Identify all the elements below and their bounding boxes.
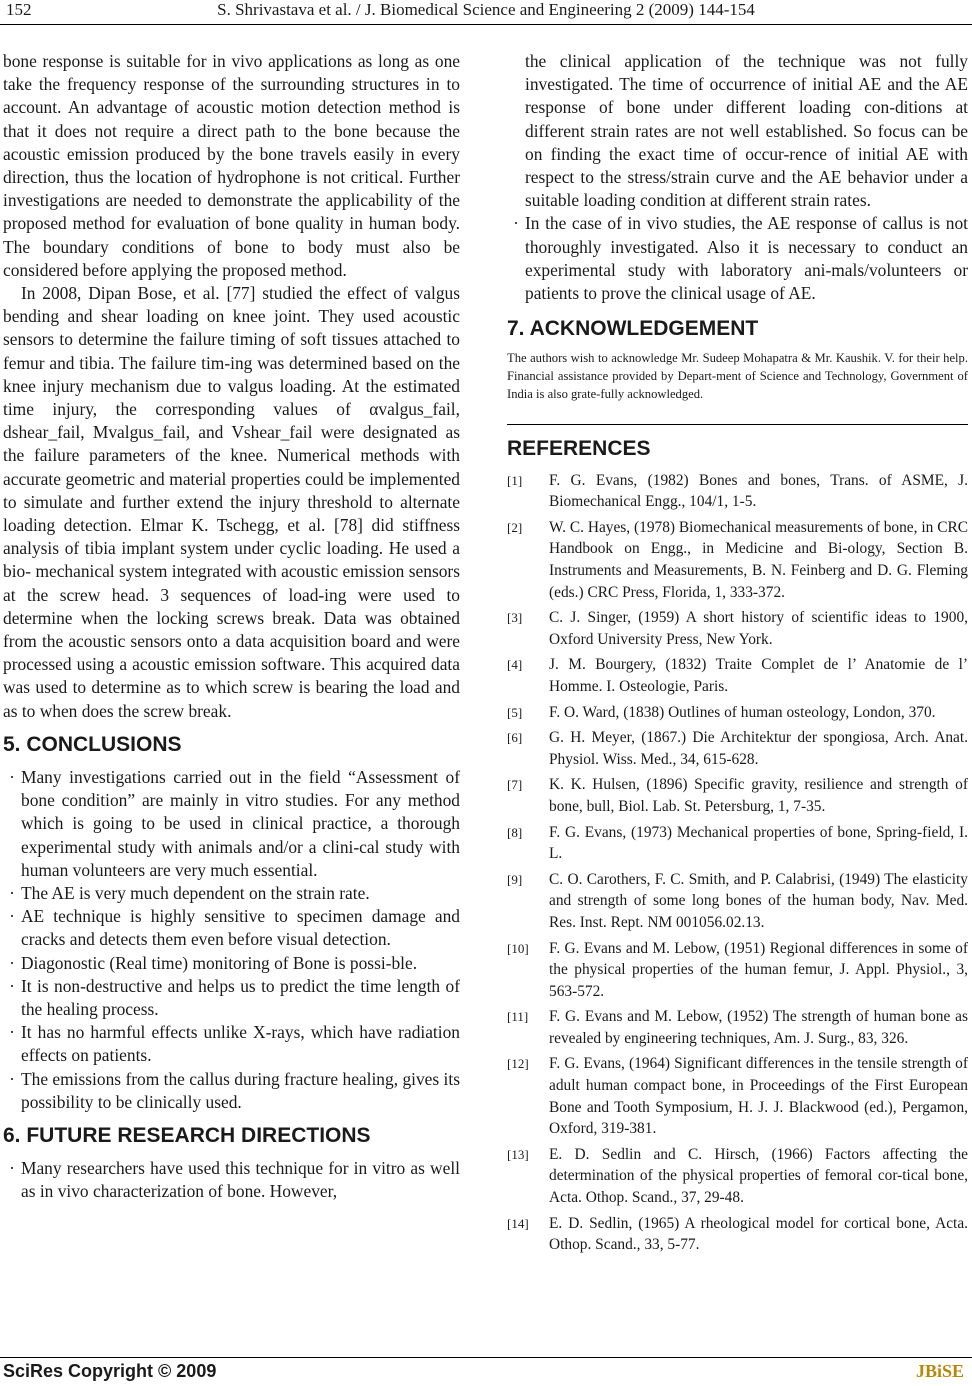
conclusions-list <box>3 766 460 1114</box>
page-number: 152 <box>6 0 32 19</box>
list-item-text: It is non-destructive and helps us to predict the time length of the healing process. <box>21 975 460 1019</box>
reference-number: [10] <box>507 940 529 956</box>
reference-item <box>507 702 968 724</box>
bullet-icon: · <box>9 1157 15 1178</box>
reference-list <box>507 470 968 1256</box>
divider <box>507 424 968 425</box>
right-column <box>507 50 968 1260</box>
future-directions-continued: the clinical application of the technique was not fully investigated. The time of occurrence of initial AE and the AE response of bone under different loading con-ditions at different strain rates are not well established. So focus can be on finding the exact time of occur-rence of initial AE with respect to the stress/strain curve and the AE behavior under a suitable loading condition at different strain rates. <box>525 51 968 211</box>
bullet-icon: · <box>9 882 15 903</box>
list-item-text: The emissions from the callus during fracture healing, gives its possibility to be clinically used. <box>21 1068 460 1112</box>
reference-text: J. M. Bourgery, (1832) Traite Complet de l’ Anatomie de l’ Homme. I. Osteologie, Paris. <box>549 656 968 695</box>
section-6-heading: 6. FUTURE RESEARCH DIRECTIONS <box>3 1123 371 1147</box>
left-column <box>3 50 460 1203</box>
bullet-icon: · <box>9 766 15 787</box>
reference-number: [5] <box>507 704 523 720</box>
running-header <box>0 0 972 25</box>
reference-item <box>507 774 968 817</box>
bullet-icon: · <box>9 1068 15 1089</box>
paragraph-2: In 2008, Dipan Bose, et al. [77] studied the effect of valgus bending and shear loading on knee joint. They used acoustic sensors to determine the failure timing of soft tissues attached to femur and tibia. The failure tim-ing was determined based on the knee injury mechanism due to valgus loading. At the estimated time injury, the corresponding values of αvalgus_fail, dshear_fail, Mvalgus_fail, and Vshear_fail were designated as the failure parameters of the knee. Numerical methods with accurate geometric and material properties could be implemented to simulate and further extend the injury threshold to alternate loading detection. Elmar K. Tschegg, et al. [78] did stiffness analysis of tibia implant system under cyclic loading. He used a bio- mechanical system integrated with acoustic emission sensors at the screw head. 3 sequences of load-ing were used to determine when the locking screws break. Data was obtained from the acoustic sensors onto a data acquisition board and were processed using a acoustic emission software. This acquired data was used to determine as to which screw is bearing the load and as to when does the screw break. <box>3 283 460 721</box>
reference-item <box>507 1053 968 1139</box>
reference-item <box>507 1144 968 1209</box>
list-item <box>3 952 460 975</box>
list-item <box>507 212 968 305</box>
reference-item <box>507 607 968 650</box>
reference-text: E. D. Sedlin, (1965) A rheological model for cortical bone, Acta. Othop. Scand., 33, 5-77. <box>549 1214 968 1254</box>
list-item <box>3 975 460 1021</box>
list-item <box>3 1157 460 1203</box>
bullet-icon: · <box>9 1022 15 1043</box>
reference-number: [2] <box>507 519 523 535</box>
reference-item <box>507 938 968 1003</box>
list-item-text: In the case of in vivo studies, the AE response of callus is not thoroughly investigated. Also it is necessary to conduct an experimental study with laboratory ani-mals/volunteers or patients to prove the clinical usage of AE. <box>525 213 968 304</box>
reference-item <box>507 1213 968 1256</box>
reference-text: E. D. Sedlin and C. Hirsch, (1966) Factors affecting the determination of the physical properties of femoral cor-tical bone, Acta. Othop. Scand., 37, 29-48. <box>549 1145 968 1207</box>
reference-number: [8] <box>507 824 523 840</box>
reference-number: [13] <box>507 1146 529 1162</box>
footer <box>0 1357 972 1386</box>
reference-text: C. O. Carothers, F. C. Smith, and P. Calabrisi, (1949) The elasticity and strength of some long bones of the human body, Nav. Med. Res. Inst. Rept. NM 001056.02.13. <box>549 870 968 931</box>
reference-item <box>507 517 968 603</box>
copyright-text: SciRes Copyright © 2009 <box>3 1361 217 1381</box>
references-heading: REFERENCES <box>507 436 651 460</box>
reference-text: F. G. Evans and M. Lebow, (1952) The strength of human bone as revealed by engineering techniques, Am. J. Surg., 83, 326. <box>549 1008 968 1047</box>
list-item <box>3 905 460 951</box>
reference-number: [9] <box>507 871 523 887</box>
list-item-text: The AE is very much dependent on the strain rate. <box>21 882 370 903</box>
reference-number: [14] <box>507 1215 529 1231</box>
reference-item <box>507 822 968 865</box>
reference-text: F. G. Evans, (1982) Bones and bones, Trans. of ASME, J. Biomechanical Engg., 104/1, 1-5. <box>549 471 968 511</box>
journal-logo: JBiSE <box>915 1361 964 1381</box>
section-5-heading: 5. CONCLUSIONS <box>3 732 182 756</box>
list-item-text: Diagonostic (Real time) monitoring of Bone is possi-ble. <box>21 952 418 973</box>
paragraph-1: bone response is suitable for in vivo applications as long as one take the frequency response of the surrounding structures in to account. An advantage of acoustic motion detection method is that it does not require a direct path to the bone because the acoustic emission produced by the bone travels easily in every direction, thus the location of hydrophone is not critical. Further investigations are needed to demonstrate the applicability of the proposed method for evaluation of bone quality in human body. The boundary conditions of bone to body must also be considered before applying the proposed method. <box>3 51 460 280</box>
reference-item <box>507 654 968 697</box>
reference-text: C. J. Singer, (1959) A short history of scientific ideas to 1900, Oxford University Press, New York. <box>549 609 968 648</box>
list-item-text: It has no harmful effects unlike X-rays, which have radiation effects on patients. <box>21 1022 460 1066</box>
reference-text: F. G. Evans, (1964) Significant differences in the tensile strength of adult human compact bone, in Proceedings of the First European Bone and Tooth Symposium, H. J. J. Blackwood (ed.), Pergamon, Oxford, 319-381. <box>549 1055 968 1138</box>
reference-item <box>507 727 968 770</box>
reference-number: [7] <box>507 777 523 793</box>
bullet-icon: · <box>513 213 519 234</box>
running-title: S. Shrivastava et al. / J. Biomedical Science and Engineering 2 (2009) 144-154 <box>217 0 755 19</box>
reference-text: W. C. Hayes, (1978) Biomechanical measurements of bone, in CRC Handbook on Engg., in Medicine and Bi-ology, Section B. Instruments and Measurements, B. N. Feinberg and D. G. Fleming (eds.) CRC Press, Florida, 1, 333-372. <box>549 518 968 601</box>
reference-number: [3] <box>507 610 523 626</box>
list-item <box>3 882 460 905</box>
bullet-icon: · <box>9 975 15 996</box>
reference-number: [6] <box>507 730 523 746</box>
reference-item <box>507 869 968 934</box>
reference-text: F. G. Evans, (1973) Mechanical properties of bone, Spring-field, I. L. <box>549 823 968 863</box>
section-7-heading: 7. ACKNOWLEDGEMENT <box>507 317 759 341</box>
reference-text: F. G. Evans and M. Lebow, (1951) Regional differences in some of the physical properties of the human femur, J. Appl. Physiol., 3, 563-572. <box>549 939 968 1000</box>
list-item-text: AE technique is highly sensitive to specimen damage and cracks and detects them even before visual detection. <box>21 906 460 950</box>
reference-text: G. H. Meyer, (1867.) Die Architektur der spongiosa, Arch. Anat. Physiol. Wiss. Med., 34, 615-628. <box>549 729 968 768</box>
list-item-text: Many investigations carried out in the field “Assessment of bone condition” are mainly in vitro studies. For any method which is going to be used in clinical practice, a thorough experimental study with animals and/or a clini-cal study with human volunteers are very much essential. <box>21 766 460 880</box>
reference-text: F. O. Ward, (1838) Outlines of human osteology, London, 370. <box>549 703 936 721</box>
bullet-icon: · <box>9 906 15 927</box>
list-item <box>3 1068 460 1114</box>
reference-number: [4] <box>507 657 523 673</box>
list-item <box>3 1021 460 1067</box>
reference-item <box>507 470 968 513</box>
bullet-icon: · <box>9 952 15 973</box>
reference-text: K. K. Hulsen, (1896) Specific gravity, resilience and strength of bone, bull, Biol. Lab. St. Petersburg, 1, 7-35. <box>549 776 968 815</box>
reference-number: [12] <box>507 1056 529 1072</box>
list-item-text: Many researchers have used this technique for in vitro as well as in vivo characterization of bone. However, <box>21 1157 460 1202</box>
list-item <box>3 766 460 882</box>
acknowledgement-text: The authors wish to acknowledge Mr. Sudeep Mohapatra & Mr. Kaushik. V. for their help. Financial assistance provided by Depart-ment of Science and Technology, Government of India is also grate-fully acknowledged. <box>507 351 968 401</box>
reference-number: [1] <box>507 472 523 488</box>
reference-item <box>507 1006 968 1049</box>
reference-number: [11] <box>507 1009 529 1025</box>
